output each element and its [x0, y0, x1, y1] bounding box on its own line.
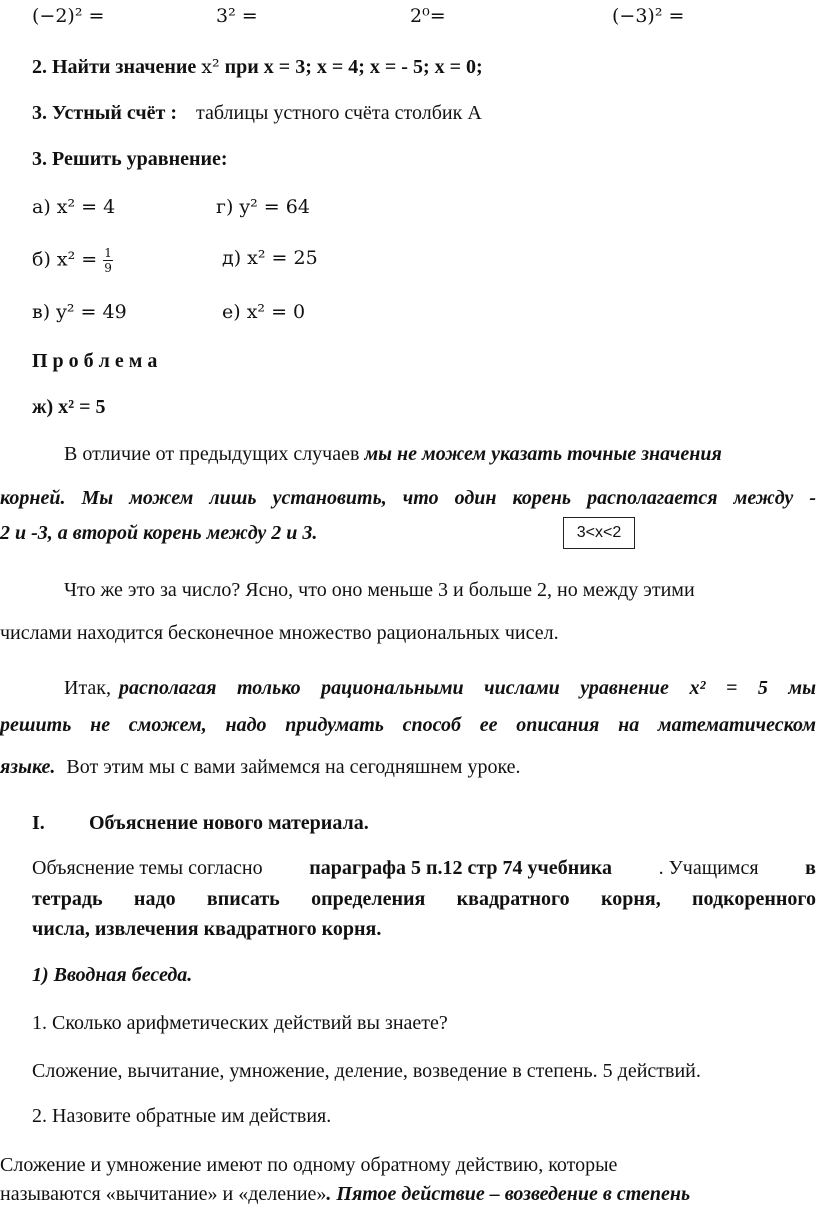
equation-a: а) x² = 4: [32, 196, 116, 218]
last-line2-bold: . Пятое действие – возведение в степень: [326, 1183, 691, 1205]
question-1: 1. Сколько арифметических действий вы знаете?: [32, 1012, 448, 1034]
task-oral-count: [32, 101, 482, 125]
task2-rest: при x = 3; x = 4; x = - 5; x = 0;: [224, 56, 483, 78]
equation-e: е) x² = 0: [222, 301, 306, 323]
last-line2-plain: называются «вычитание» и «деление»: [0, 1183, 327, 1205]
equation-v: в) y² = 49: [32, 301, 127, 323]
problem-title: П р о б л е м а: [32, 350, 158, 372]
para3-line3-plain: Вот этим мы с вами займемся на сегодняшнем уроке.: [66, 756, 521, 778]
para3-line2: решить не сможем, надо придумать способ ее описания на математическом: [0, 714, 816, 736]
para4-line2: тетрадь надо вписать определения квадратного корня, подкоренного: [32, 888, 816, 910]
para3-line1: [64, 676, 816, 700]
task-find-value: [32, 55, 483, 79]
last-line1: Сложение и умножение имеют по одному обратному действию, которые: [0, 1154, 618, 1176]
para1-line2: корней. Мы можем лишь установить, что один корень располагается между -: [0, 487, 816, 509]
para4-line1: [32, 856, 816, 880]
question-2: 2. Назовите обратные им действия.: [32, 1105, 332, 1127]
task2-label: 2. Найти значение: [32, 56, 197, 78]
para4-line1-b: параграфа 5 п.12 стр 74 учебника: [309, 857, 612, 879]
task3-text: таблицы устного счёта столбик А: [196, 102, 482, 124]
para4-line1-a: Объяснение темы согласно: [32, 857, 263, 879]
task-solve-equation: 3. Решить уравнение:: [32, 148, 228, 170]
para3-line1-bold: располагая только рациональными числами уравнение x² = 5 мы: [119, 677, 816, 699]
para1-line1-plain: В отличие от предыдущих случаев: [64, 443, 360, 465]
para4-line1-d: в: [805, 857, 816, 879]
power-2-zero: 2⁰=: [410, 5, 446, 27]
power-neg3: (−3)² =: [612, 5, 685, 27]
para1-line3: 2 и -3, а второй корень между 2 и 3.: [0, 522, 318, 544]
problem-item: ж) x² = 5: [32, 396, 106, 418]
intro-heading: 1) Вводная беседа.: [32, 964, 193, 986]
para3-line3-bold: языке.: [0, 756, 56, 778]
fraction-one-ninth: [103, 246, 113, 275]
fraction-denominator: 9: [104, 261, 112, 275]
power-neg2: (−2)² =: [32, 5, 105, 27]
para4-line3: числа, извлечения квадратного корня.: [32, 918, 382, 940]
task2-var: x²: [201, 56, 220, 78]
equation-d: д) x² = 25: [222, 247, 318, 269]
para1-line1-bold: мы не можем указать точные значения: [364, 443, 722, 465]
equation-b-prefix: б) x² =: [32, 248, 98, 271]
para3-line3: [0, 755, 521, 779]
equation-b: [32, 246, 113, 275]
last-line2: [0, 1182, 690, 1206]
section-number: I.: [32, 812, 45, 834]
para1-line1: [64, 442, 722, 466]
para2-line2: числами находится бесконечное множество рациональных чисел.: [0, 622, 559, 644]
task3-label: 3. Устный счёт :: [32, 102, 177, 124]
inequality-box: 3<x<2: [563, 517, 635, 549]
fraction-numerator: 1: [104, 246, 112, 260]
section-title: Объяснение нового материала.: [89, 812, 369, 834]
para4-line1-c: . Учащимся: [658, 857, 759, 879]
answer-1: Сложение, вычитание, умножение, деление, возведение в степень. 5 действий.: [32, 1060, 701, 1082]
para2-line1: Что же это за число? Ясно, что оно меньше 3 и больше 2, но между этими: [64, 579, 695, 601]
power-3: 3² =: [216, 5, 258, 27]
para3-line1-plain: Итак,: [64, 677, 112, 699]
equation-g: г) y² = 64: [216, 196, 310, 218]
